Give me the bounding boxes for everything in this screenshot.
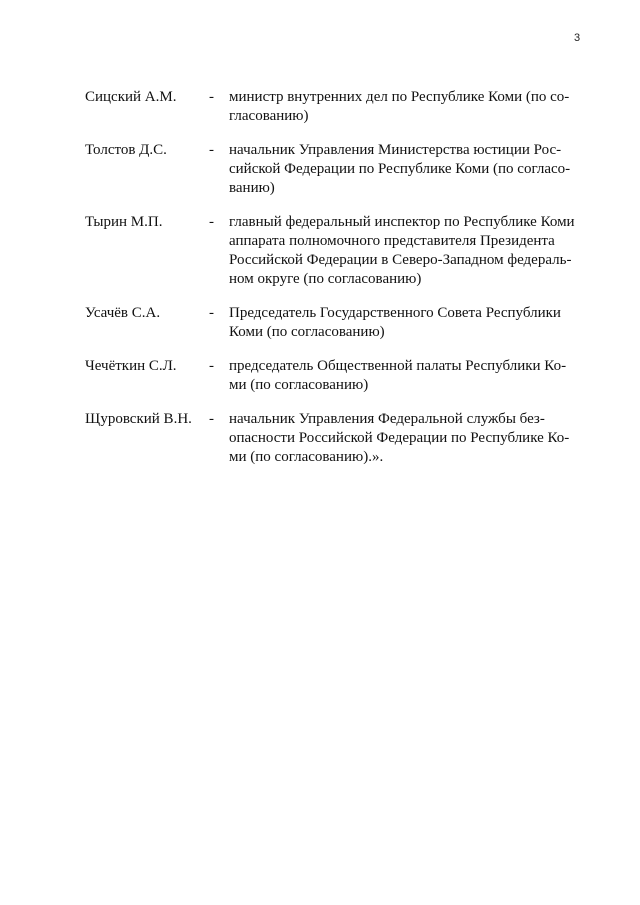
member-row	[85, 410, 581, 467]
member-dash: -	[209, 214, 214, 230]
role-line: Российской Федерации в Северо-Западном федераль-	[229, 252, 572, 268]
member-name: Щуровский В.Н.	[85, 411, 192, 427]
member-row	[85, 141, 581, 198]
member-dash: -	[209, 142, 214, 158]
role-line: Председатель Государственного Совета Республики	[229, 305, 561, 321]
page-number: 3	[574, 32, 581, 44]
member-role	[229, 213, 581, 289]
member-name: Тырин М.П.	[85, 214, 163, 230]
member-name: Усачёв С.А.	[85, 305, 161, 321]
member-name: Сицский А.М.	[85, 89, 177, 105]
member-dash: -	[209, 358, 214, 374]
member-role	[229, 357, 581, 395]
role-line: ми (по согласованию)	[229, 377, 369, 393]
member-role	[229, 141, 581, 198]
role-line: опасности Российской Федерации по Республике Ко-	[229, 430, 570, 446]
member-list	[85, 88, 581, 482]
role-line: ном округе (по согласованию)	[229, 271, 422, 287]
member-dash: -	[209, 411, 214, 427]
role-line: ми (по согласованию).».	[229, 449, 384, 465]
role-line: аппарата полномочного представителя Президента	[229, 233, 555, 249]
member-row	[85, 304, 581, 342]
member-dash: -	[209, 305, 214, 321]
role-line: министр внутренних дел по Республике Коми (по со-	[229, 89, 570, 105]
member-row	[85, 213, 581, 289]
role-line: председатель Общественной палаты Республики Ко-	[229, 358, 567, 374]
member-role	[229, 410, 581, 467]
role-line: ванию)	[229, 180, 275, 196]
member-name: Толстов Д.С.	[85, 142, 167, 158]
member-name: Чечёткин С.Л.	[85, 358, 177, 374]
role-line: начальник Управления Федеральной службы без-	[229, 411, 545, 427]
member-row	[85, 357, 581, 395]
role-line: гласованию)	[229, 108, 309, 124]
role-line: Коми (по согласованию)	[229, 324, 385, 340]
member-role	[229, 304, 581, 342]
member-role	[229, 88, 581, 126]
role-line: сийской Федерации по Республике Коми (по согласо-	[229, 161, 571, 177]
member-dash: -	[209, 89, 214, 105]
role-line: главный федеральный инспектор по Республике Коми	[229, 214, 575, 230]
role-line: начальник Управления Министерства юстиции Рос-	[229, 142, 562, 158]
member-row	[85, 88, 581, 126]
